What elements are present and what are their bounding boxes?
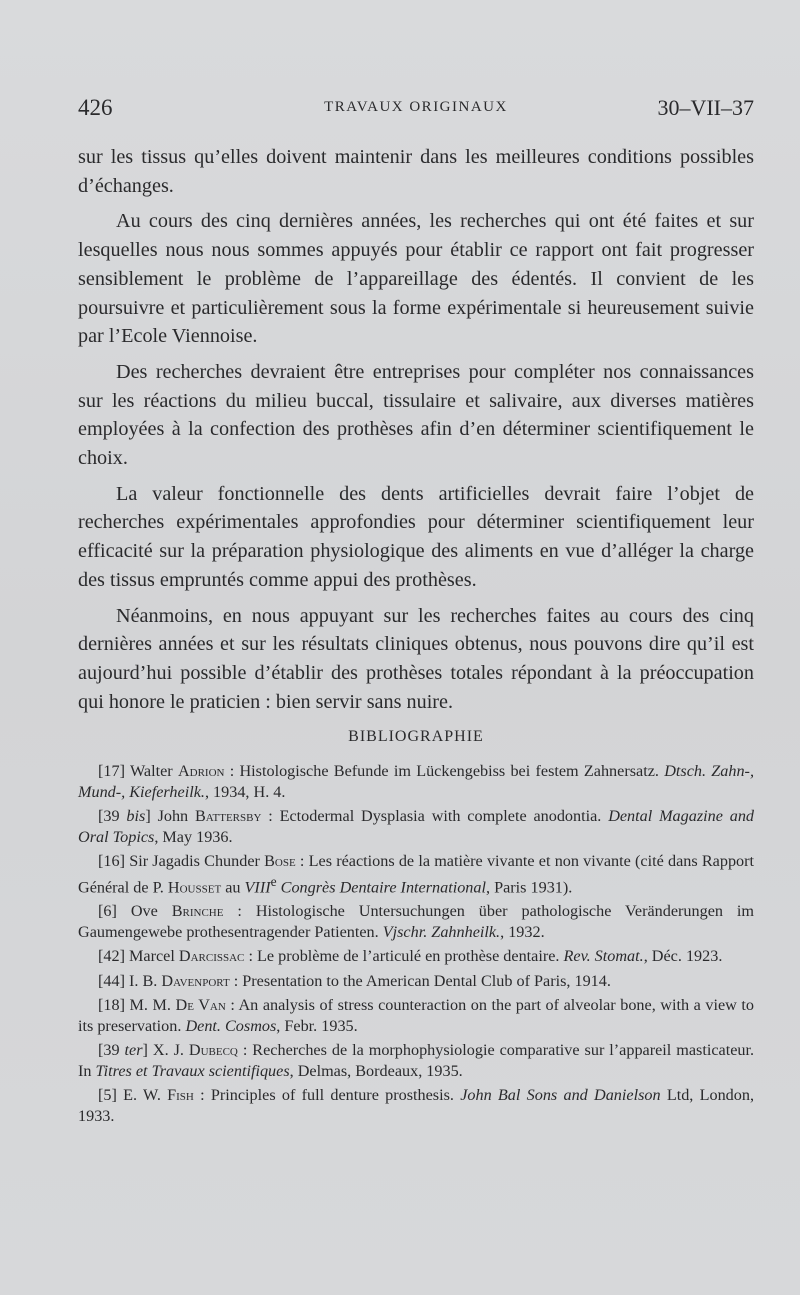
- ref-details: , Déc. 1923.: [643, 947, 723, 966]
- ref-number: [17]: [98, 762, 125, 780]
- paragraph: Au cours des cinq dernières années, les recherches qui ont été faites et sur lesquelles nous nous sommes appuyés pour établir ce rapport ont fait progresser sensiblement le problème de l’appareillage des édentés. Il convient de les poursuivre et particulièrement sous la forme expérimentale si heureusement suivie par l’Ecole Viennoise.: [78, 210, 754, 348]
- author-name: Bose: [264, 852, 296, 870]
- ref-number: [18]: [98, 996, 125, 1015]
- bibliography-entry: [78, 995, 754, 1036]
- bibliography-entry: [78, 1085, 754, 1126]
- ref-source: Rev. Stomat.: [563, 947, 644, 966]
- ref-source: Titres et Travaux scientifiques: [95, 1061, 290, 1080]
- bibliography-entry: [78, 806, 754, 847]
- paragraph: Néanmoins, en nous appuyant sur les recherches faites au cours des cinq dernières années et sur les résultats cliniques obtenus, nous pouvons dire qu’il est aujourd’hui possible d’établir des prothèses totales répondant à la préoccupation qui honore le praticien : bien servir sans nuire.: [78, 604, 754, 713]
- ref-number: [42]: [98, 947, 125, 966]
- page-number: 426: [78, 95, 113, 120]
- header-date: 30–VII–37: [657, 95, 754, 120]
- ref-number: [39: [98, 807, 127, 825]
- ref-details: Ltd, London, 1933.: [78, 1086, 755, 1125]
- author-name: Fish: [167, 1086, 194, 1105]
- ref-number: [16]: [98, 852, 125, 870]
- author-name: Dubecq: [188, 1041, 238, 1060]
- ref-text: : Histologische Befunde im Lückengebiss bei festem Zahnersatz.: [224, 762, 665, 780]
- ref-text: : Recherches de la morphophysiologie comparative sur l’appareil masticateur. In: [78, 1041, 755, 1080]
- ref-text: : An analysis of stress counteraction on the part of alveolar bone, with a view to its preservation.: [78, 996, 754, 1035]
- ref-roman: VIII: [244, 877, 271, 896]
- bibliography-entry: [78, 761, 754, 802]
- author-name: De Van: [175, 996, 226, 1015]
- ref-source: Dtsch. Zahn-, Mund-, Kieferheilk.: [78, 762, 754, 801]
- ref-text: : Les réactions de la matière vivante et non vivante (cité dans Rapport Général de P.: [78, 852, 755, 896]
- author-first: M. M.: [129, 996, 171, 1015]
- ref-source: John Bal Sons and Danielson: [460, 1086, 661, 1105]
- ref-suffix: ter: [124, 1041, 143, 1060]
- ref-source: Dent. Cosmos: [185, 1016, 277, 1035]
- ref-details: , Paris 1931).: [485, 877, 573, 896]
- author-name: Darcissac: [178, 947, 245, 966]
- ref-superscript: e: [270, 873, 277, 889]
- ref-text-2: au: [221, 877, 245, 896]
- ref-number: [6]: [98, 902, 117, 921]
- ref-number: [44]: [98, 971, 125, 990]
- ref-number: [39: [98, 1041, 125, 1060]
- author-first: Marcel: [129, 947, 175, 966]
- ref-text: : Presentation to the American Dental Club of Paris, 1914.: [229, 971, 611, 990]
- bibliography-entry: [78, 851, 754, 897]
- author-name: Battersby: [195, 807, 262, 825]
- ref-text: : Principles of full denture prosthesis.: [193, 1086, 461, 1105]
- author-first: I. B.: [129, 971, 158, 990]
- author-first: E. W.: [123, 1086, 161, 1105]
- paragraph: sur les tissus qu’elles doivent maintenir dans les meilleures conditions possibles d’échanges.: [78, 146, 754, 197]
- author-first: John: [157, 807, 189, 825]
- ref-text: : Le problème de l’articulé en prothèse dentaire.: [244, 947, 564, 966]
- bibliography-list: [78, 761, 754, 1130]
- ref-source: Dental Magazine and Oral Topics: [78, 807, 755, 846]
- ref-bracket: ]: [142, 1041, 148, 1060]
- ref-details: , 1934, H. 4.: [204, 782, 286, 801]
- ref-source: Congrès Dentaire International: [276, 877, 486, 896]
- ref-text: : Histologische Untersuchungen über pathologische Veränderungen im Gaumengewebe prothesentragender Patienten.: [78, 902, 755, 941]
- bibliography-title: BIBLIOGRAPHIE: [348, 728, 484, 745]
- author-first: Sir Jagadis Chunder: [129, 852, 260, 870]
- author-name: Davenport: [161, 971, 230, 990]
- ref-details: , 1932.: [500, 922, 545, 941]
- running-title: TRAVAUX ORIGINAUX: [324, 99, 508, 115]
- paragraph: La valeur fonctionnelle des dents artificielles devrait faire l’objet de recherches expérimentales approfondies pour déterminer scientifiquement leur efficacité sur la préparation physiologique des aliments en vue d’alléger la charge des tissus empruntés comme appui des prothèses.: [78, 482, 754, 591]
- ref-details: , Febr. 1935.: [276, 1016, 358, 1035]
- ref-source: Vjschr. Zahnheilk.: [382, 922, 501, 941]
- paragraph: Des recherches devraient être entreprises pour compléter nos connaissances sur les réactions du milieu buccal, tissulaire et salivaire, aux diverses matières employées à la confection des prothèses afin d’en déterminer scientifiquement le choix.: [78, 360, 754, 470]
- bibliography-entry: [78, 901, 754, 942]
- ref-details: , Delmas, Bordeaux, 1935.: [289, 1061, 463, 1080]
- author-name-2: Housset: [167, 877, 222, 896]
- body-text: [78, 143, 754, 723]
- ref-text: : Ectodermal Dysplasia with complete anodontia.: [261, 807, 609, 825]
- ref-number: [5]: [98, 1086, 117, 1105]
- author-name: Adrion: [177, 762, 225, 780]
- ref-suffix: bis: [126, 807, 146, 825]
- bibliography-entry: [78, 971, 754, 992]
- author-first: X. J.: [152, 1041, 184, 1060]
- author-name: Brinche: [171, 902, 224, 921]
- ref-bracket: ]: [145, 807, 151, 825]
- bibliography-entry: [78, 1040, 754, 1081]
- author-first: Walter: [129, 762, 173, 780]
- author-first: Ove: [130, 902, 158, 921]
- ref-details: , May 1936.: [154, 827, 233, 846]
- bibliography-entry: [78, 946, 754, 967]
- page-header: [78, 95, 754, 125]
